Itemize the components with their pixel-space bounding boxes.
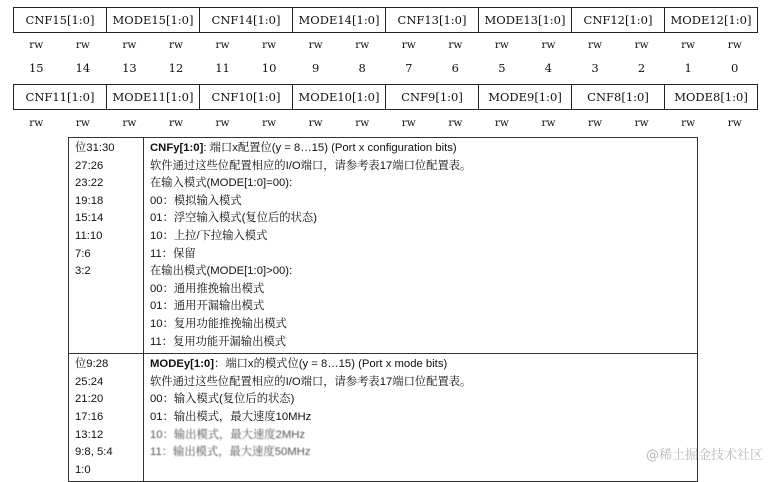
register-field: CNF8[1:0] xyxy=(572,85,665,109)
bit-range: 7:6 xyxy=(75,247,91,260)
register-field: MODE11[1:0] xyxy=(107,85,200,109)
mode-title xyxy=(150,356,691,374)
register-field: MODE9[1:0] xyxy=(479,85,572,109)
register-field: CNF10[1:0] xyxy=(200,85,293,109)
bit-range: 11:10 xyxy=(75,229,103,242)
bit-range: 17:16 xyxy=(75,410,104,423)
description-line: 00：输入模式(复位后的状态) xyxy=(150,393,295,406)
register-field: MODE10[1:0] xyxy=(293,85,386,109)
mode-title-name: MODEy[1:0] xyxy=(150,358,215,371)
register-field: MODE12[1:0] xyxy=(670,13,752,27)
register-field: CNF12[1:0] xyxy=(572,8,665,32)
access-label: rw xyxy=(29,39,44,51)
bit-range: 23:22 xyxy=(75,177,104,190)
access-label: rw xyxy=(681,39,696,51)
description-line: 11：输出模式，最大速度50MHz xyxy=(150,446,311,459)
register-field: MODE8[1:0] xyxy=(674,90,748,104)
access-label: rw xyxy=(401,39,416,51)
access-label: rw xyxy=(215,117,230,129)
register-row-lower xyxy=(13,84,758,110)
access-label: rw xyxy=(215,39,230,51)
bit-range: 13:12 xyxy=(75,428,104,441)
register-field: MODE14[1:0] xyxy=(293,8,386,32)
access-label: rw xyxy=(122,39,137,51)
access-row-upper xyxy=(13,39,758,55)
bit-description-table xyxy=(68,137,698,482)
access-label: rw xyxy=(494,117,509,129)
access-label: rw xyxy=(168,117,183,129)
bit-number: 6 xyxy=(451,61,459,75)
description-line: 00：通用推挽输出模式 xyxy=(150,282,265,295)
description-line: 软件通过这些位配置相应的I/O端口，请参考表17端口位配置表。 xyxy=(150,375,472,388)
bit-number: 7 xyxy=(405,61,413,75)
register-field: CNF11[1:0] xyxy=(14,85,107,109)
bit-range: 27:26 xyxy=(75,159,104,172)
bit-range: 3:2 xyxy=(75,265,91,278)
access-label: rw xyxy=(681,117,696,129)
description-line: 00：模拟输入模式 xyxy=(150,194,242,207)
access-label: rw xyxy=(541,39,556,51)
bit-range: 1:0 xyxy=(75,463,91,476)
bit-number: 3 xyxy=(591,61,599,75)
access-label: rw xyxy=(494,39,509,51)
bit-range: 15:14 xyxy=(75,212,104,225)
bit-number: 9 xyxy=(311,61,320,75)
description-line: 在输出模式(MODE[1:0]>00): xyxy=(150,265,293,278)
bit-range: 9:8, 5:4 xyxy=(75,446,113,459)
mode-title-text: ：端口x的模式位(y = 8…15) (Port x mode bits) xyxy=(214,358,448,371)
access-label: rw xyxy=(75,117,90,129)
access-label: rw xyxy=(308,117,323,129)
register-field: CNF9[1:0] xyxy=(386,85,479,109)
access-label: rw xyxy=(727,117,742,129)
access-label: rw xyxy=(634,117,649,129)
cnf-title xyxy=(150,140,691,158)
description-line: 01：通用开漏输出模式 xyxy=(150,300,265,313)
bit-number: 4 xyxy=(544,61,553,75)
description-line: 在输入模式(MODE[1:0]=00): xyxy=(150,177,293,190)
bit-number: 8 xyxy=(358,61,366,75)
access-label: rw xyxy=(355,39,370,51)
bit-range: 位31:30 xyxy=(75,142,115,154)
description-line: 11：复用功能开漏输出模式 xyxy=(150,335,286,348)
cnf-row xyxy=(69,138,698,354)
bit-number: 2 xyxy=(637,61,646,75)
cnf-title-text: : 端口x配置位(y = 8…15) (Port x configuration bits) xyxy=(203,142,457,154)
access-label: rw xyxy=(588,117,603,129)
bit-number: 12 xyxy=(168,61,184,75)
bit-number: 0 xyxy=(731,61,739,75)
description-line: 软件通过这些位配置相应的I/O端口，请参考表17端口位配置表。 xyxy=(150,159,472,172)
access-label: rw xyxy=(448,39,463,51)
access-label: rw xyxy=(29,117,44,129)
description-line: 01：输出模式，最大速度10MHz xyxy=(150,410,312,423)
bit-range: 21:20 xyxy=(75,393,104,406)
access-label: rw xyxy=(541,117,556,129)
access-label: rw xyxy=(168,39,183,51)
mode-description-cell xyxy=(144,354,698,482)
description-line: 10：输出模式，最大速度2MHz xyxy=(150,428,306,441)
cnf-description-cell xyxy=(144,138,698,354)
bit-number: 10 xyxy=(261,61,277,75)
description-line: 10：上拉/下拉输入模式 xyxy=(150,229,268,242)
bit-range: 25:24 xyxy=(75,375,104,388)
register-field: CNF14[1:0] xyxy=(200,8,293,32)
bit-number: 1 xyxy=(684,61,692,75)
watermark: @稀土掘金技术社区 xyxy=(645,448,763,463)
description-line: 01：浮空输入模式(复位后的状态) xyxy=(150,212,317,225)
access-row-lower xyxy=(13,117,758,133)
register-field: CNF13[1:0] xyxy=(386,8,479,32)
access-label: rw xyxy=(75,39,90,51)
access-label: rw xyxy=(308,39,323,51)
cnf-bit-range-cell xyxy=(69,138,144,354)
description-line: 10：复用功能推挽输出模式 xyxy=(150,317,287,330)
access-label: rw xyxy=(634,39,649,51)
access-label: rw xyxy=(262,39,277,51)
access-label: rw xyxy=(588,39,603,51)
access-label: rw xyxy=(262,117,277,129)
access-label: rw xyxy=(448,117,463,129)
bit-range: 19:18 xyxy=(75,194,104,207)
bit-number: 14 xyxy=(75,61,91,75)
access-label: rw xyxy=(401,117,416,129)
bit-range: 位9:28 xyxy=(75,358,109,371)
bit-number: 5 xyxy=(498,61,506,75)
access-label: rw xyxy=(122,117,137,129)
register-field: MODE15[1:0] xyxy=(107,8,200,32)
bit-number: 15 xyxy=(28,61,44,75)
mode-row xyxy=(69,354,698,482)
cnf-title-name: CNFy[1:0] xyxy=(150,142,204,154)
register-field: CNF15[1:0] xyxy=(14,8,107,32)
description-line: 11：保留 xyxy=(150,247,196,260)
access-label: rw xyxy=(727,39,742,51)
mode-bit-range-cell xyxy=(69,354,144,482)
bit-number: 11 xyxy=(215,61,230,75)
bit-number: 13 xyxy=(122,61,137,75)
bit-number-row xyxy=(13,61,758,77)
register-field: MODE13[1:0] xyxy=(479,8,572,32)
access-label: rw xyxy=(355,117,370,129)
register-row-upper xyxy=(13,7,758,33)
